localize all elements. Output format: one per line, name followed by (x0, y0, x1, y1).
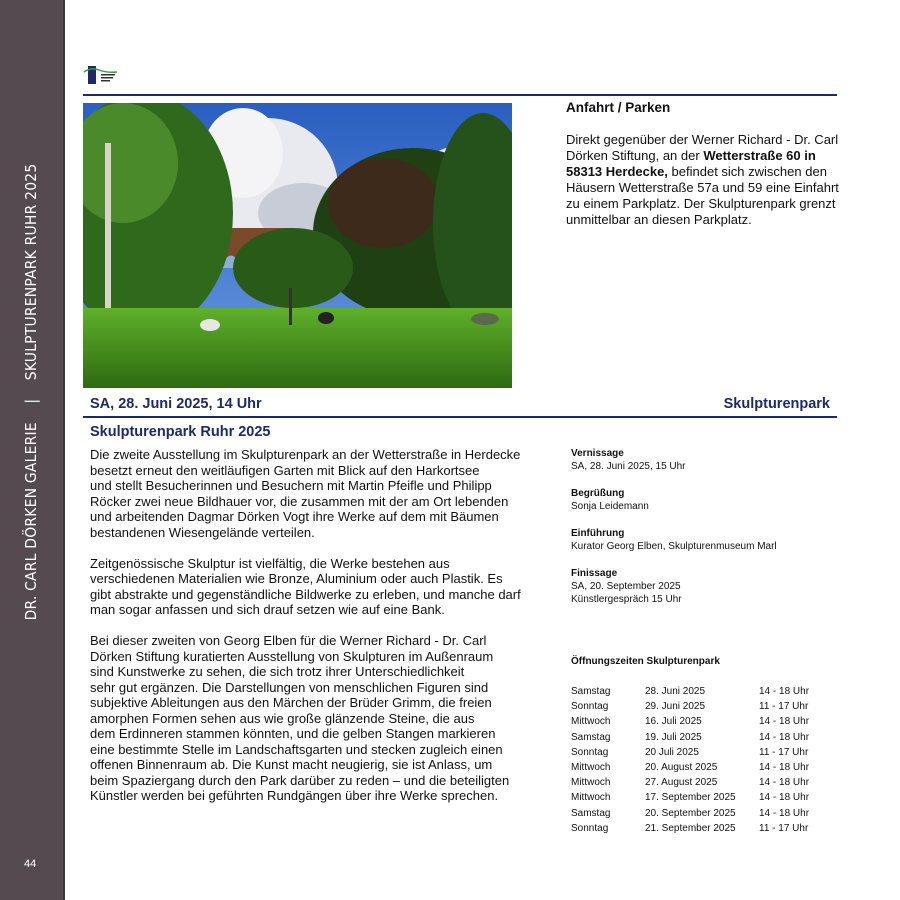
page-number: 44 (24, 858, 37, 870)
top-divider (83, 94, 837, 96)
info-begruessung (571, 487, 841, 513)
park-photo (83, 103, 512, 388)
anfahrt-address: Wetterstraße 60 in 58313 Herdecke, (566, 148, 816, 179)
sidebar (0, 0, 65, 900)
hours-row (571, 760, 829, 775)
hours-row (571, 775, 829, 790)
hours-time: 14 - 18 Uhr (759, 792, 810, 804)
anfahrt-text-intro: Direkt gegenüber der Werner Richard - Dr. Carl Dörken Stiftung, an der (566, 132, 839, 163)
hours-row (571, 684, 829, 699)
exhibition-description (90, 447, 550, 819)
paragraph: Bei dieser zweiten von Georg Elben für die Werner Richard - Dr. Carl Dörken Stiftung kuratierten Ausstellung von Skulpturen im Außenraum sind Kunstwerke zu sehen, die sich trotz ihrer Unterschiedlichkeit sehr gut ergänzen. Die Darstellungen von menschlichen Figuren sind subjektive Ableitungen aus den Märchen der Brüder Grimm, die freien amorphen Formen sehen aus wie große glänzende Steine, die aus dem Erdinneren stammen könnten, und die gelben Stangen markieren eine bestimmte Stelle im Landschaftsgarten und stecken zugleich einen offenen Binnenraum ab. Die Kunst macht neugierig, sie ist Anlass, um beim Spaziergang durch den Park darüber zu reden – und die beteiligten Künstler werden bei geführten Rundgängen über ihre Werke sprechen. (90, 633, 510, 803)
opening-hours-title: Öffnungszeiten Skulpturenpark (571, 656, 720, 667)
info-label: Finissage (571, 568, 618, 579)
info-value: Kurator Georg Elben, Skulpturenmuseum Marl (571, 541, 777, 552)
event-location: Skulpturenpark (723, 396, 830, 412)
hours-date: 17. September 2025 (645, 792, 736, 804)
info-label: Vernissage (571, 448, 624, 459)
paragraph: Die zweite Ausstellung im Skulpturenpark an der Wetterstraße in Herdecke besetzt erneut den weitläufigen Garten mit Blick auf den Harkortsee und stellt Besucherinnen und Besuchern mit Martin Pfeifle und Philipp Röcker zwei neue Bildhauer vor, die zusammen mit der am Ort lebenden und arbeitenden Dagmar Dörken Vogt ihre Werke auf dem mit Bäumen bestandenen Wiesengelände verteilen. (90, 447, 521, 540)
event-divider (83, 416, 837, 418)
hours-time: 14 - 18 Uhr (759, 731, 810, 743)
foundation-logo-icon (83, 64, 125, 86)
anfahrt-title: Anfahrt / Parken (566, 100, 671, 115)
hours-day: Mittwoch (571, 716, 611, 728)
hours-date: 28. Juni 2025 (645, 686, 706, 697)
info-finissage (571, 567, 841, 606)
event-date: SA, 28. Juni 2025, 14 Uhr (90, 396, 262, 412)
info-vernissage (571, 447, 841, 473)
hours-date: 27. August 2025 (645, 777, 718, 789)
hours-date: 21. September 2025 (645, 822, 736, 834)
anfahrt-text-details: befindet sich zwischen den Häusern Wetterstraße 57a und 59 eine Einfahrt zu einem Parkplatz. Der Skulpturenpark grenzt unmittelbar an diesen Parkplatz. (566, 164, 839, 227)
paragraph: Zeitgenössische Skulptur ist vielfältig, die Werke bestehen aus verschiedenen Materialien wie Bronze, Aluminium oder auch Plastik. Es gibt abstrakte und gegenständliche Bildwerke zu erleben, und manche darf man sogar anfassen und sich drauf setzen wie auf eine Bank. (90, 555, 521, 617)
hours-day: Samstag (571, 731, 611, 743)
hours-day: Mittwoch (571, 792, 611, 804)
hours-date: 20 Juli 2025 (645, 746, 699, 758)
hours-time: 11 - 17 Uhr (759, 822, 809, 834)
sidebar-title (22, 164, 40, 621)
hours-row (571, 806, 829, 821)
hours-time: 11 - 17 Uhr (759, 746, 809, 758)
hours-time: 14 - 18 Uhr (759, 686, 810, 697)
hours-row (571, 790, 829, 805)
hours-day: Samstag (571, 807, 611, 819)
hours-day: Mittwoch (571, 762, 611, 774)
hours-date: 29. Juni 2025 (645, 701, 706, 713)
info-value: SA, 20. September 2025 (571, 581, 681, 592)
hours-time: 14 - 18 Uhr (759, 777, 810, 789)
hours-date: 16. Juli 2025 (645, 716, 702, 728)
hours-day: Samstag (571, 686, 611, 697)
sidebar-title-exhibition: SKULPTURENPARK RUHR 2025 (22, 163, 40, 381)
hours-time: 11 - 17 Uhr (759, 701, 809, 713)
info-value: Künstlergespräch 15 Uhr (571, 594, 682, 605)
hours-row (571, 745, 829, 760)
hours-row (571, 730, 829, 745)
opening-hours-table (571, 684, 829, 836)
hours-row (571, 821, 829, 836)
event-info (571, 447, 841, 620)
hours-row (571, 714, 829, 729)
hours-time: 14 - 18 Uhr (759, 762, 810, 774)
hours-time: 14 - 18 Uhr (759, 807, 810, 819)
hours-day: Sonntag (571, 746, 609, 758)
hours-time: 14 - 18 Uhr (759, 716, 810, 728)
info-label: Begrüßung (571, 488, 625, 499)
hours-day: Mittwoch (571, 777, 611, 789)
info-label: Einführung (571, 528, 625, 539)
hours-day: Sonntag (571, 701, 609, 713)
hours-row (571, 699, 829, 714)
hours-date: 20. August 2025 (645, 762, 718, 774)
hours-date: 20. September 2025 (645, 807, 736, 819)
anfahrt-text (566, 132, 846, 228)
sidebar-title-separator: | (22, 398, 40, 404)
info-value: Sonja Leidemann (571, 501, 649, 512)
sidebar-title-gallery: DR. CARL DÖRKEN GALERIE (22, 422, 40, 621)
info-einfuehrung (571, 527, 841, 553)
hours-day: Sonntag (571, 822, 609, 834)
hours-date: 19. Juli 2025 (645, 731, 702, 743)
exhibition-title: Skulpturenpark Ruhr 2025 (90, 424, 271, 440)
info-value: SA, 28. Juni 2025, 15 Uhr (571, 461, 686, 472)
